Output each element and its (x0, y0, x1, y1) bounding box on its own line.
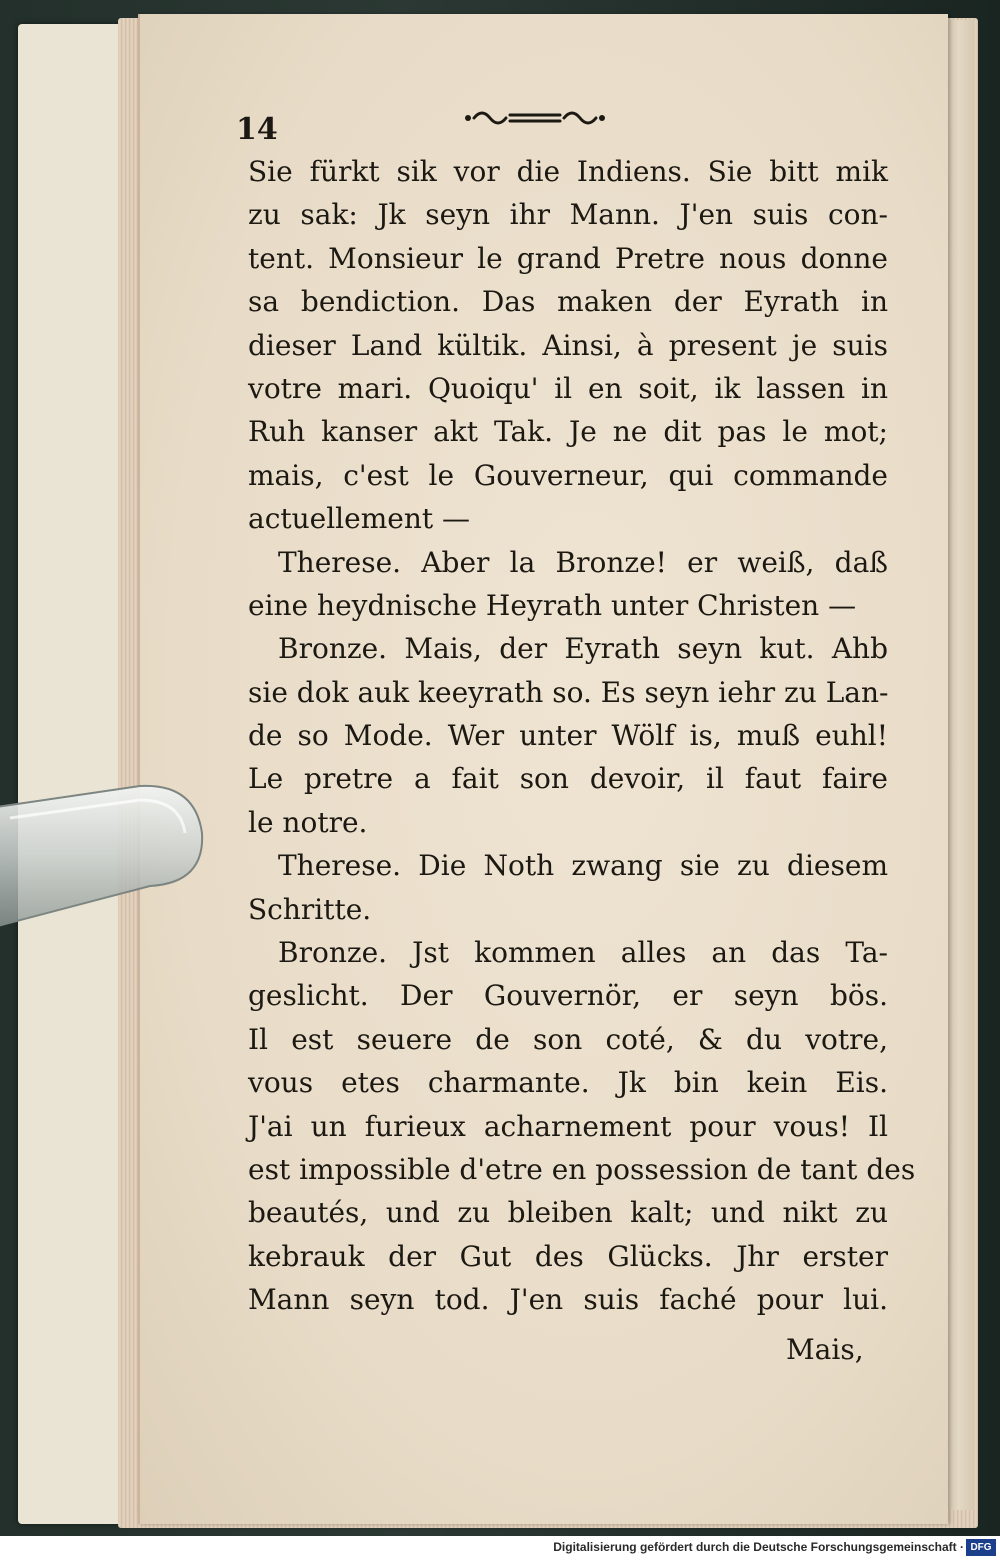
page-number: 14 (236, 112, 278, 147)
text-line: eine heydnische Heyrath unter Christen — (248, 588, 857, 622)
page-right-edge (944, 20, 974, 1510)
text-line: Therese. Die Noth zwang sie zu diesem (278, 849, 888, 883)
text-line: zu sak: Jk seyn ihr Mann. J'en suis con- (248, 198, 888, 232)
text-line: est impossible d'etre en possession de tant des (248, 1152, 916, 1186)
text-line: geslicht. Der Gouvernör, er seyn bös. (248, 979, 888, 1013)
text-line: Mann seyn tod. J'en suis faché pour lui. (248, 1283, 888, 1317)
text-line: J'ai un furieux acharnement pour vous! Il (248, 1109, 888, 1143)
text-line: mais, c'est le Gouverneur, qui commande (248, 458, 888, 492)
dfg-logo: DFG (966, 1539, 996, 1556)
text-line: votre mari. Quoiqu' il en soit, ik lassen in (248, 371, 888, 405)
text-line: vous etes charmante. Jk bin kein Eis. (248, 1066, 888, 1100)
text-line: Schritte. (248, 892, 372, 926)
text-line: Il est seuere de son coté, & du votre, (248, 1022, 888, 1056)
text-line: sa bendiction. Das maken der Eyrath in (248, 285, 888, 319)
text-line: beautés, und zu bleiben kalt; und nikt zu (248, 1196, 888, 1230)
page-text (248, 150, 916, 1322)
ornament-divider-icon (460, 100, 610, 136)
text-line: sie dok auk keeyrath so. Es seyn iehr zu Lan- (248, 675, 889, 709)
text-line: Ruh kanser akt Tak. Je ne dit pas le mot; (248, 415, 888, 449)
text-line: Sie fürkt sik vor die Indiens. Sie bitt mik (248, 155, 888, 188)
footer-credit: Digitalisierung gefördert durch die Deutsche Forschungsgemeinschaft · (553, 1540, 964, 1554)
glass-page-clip (0, 778, 210, 938)
text-line: tent. Monsieur le grand Pretre nous donne (248, 241, 888, 275)
catchword: Mais, (786, 1333, 864, 1366)
text-line: Bronze. Mais, der Eyrath seyn kut. Ahb (278, 632, 888, 666)
text-line: de so Mode. Wer unter Wölf is, muß euhl! (248, 719, 888, 753)
text-line: Le pretre a fait son devoir, il faut faire (248, 762, 888, 796)
text-line: actuellement — (248, 502, 471, 536)
text-line: kebrauk der Gut des Glücks. Jhr erster (248, 1239, 888, 1273)
text-line: le notre. (248, 805, 368, 839)
text-line: Therese. Aber la Bronze! er weiß, daß (278, 545, 888, 579)
text-line: dieser Land kültik. Ainsi, à present je suis (248, 328, 888, 362)
text-line: Bronze. Jst kommen alles an das Ta- (278, 936, 888, 970)
